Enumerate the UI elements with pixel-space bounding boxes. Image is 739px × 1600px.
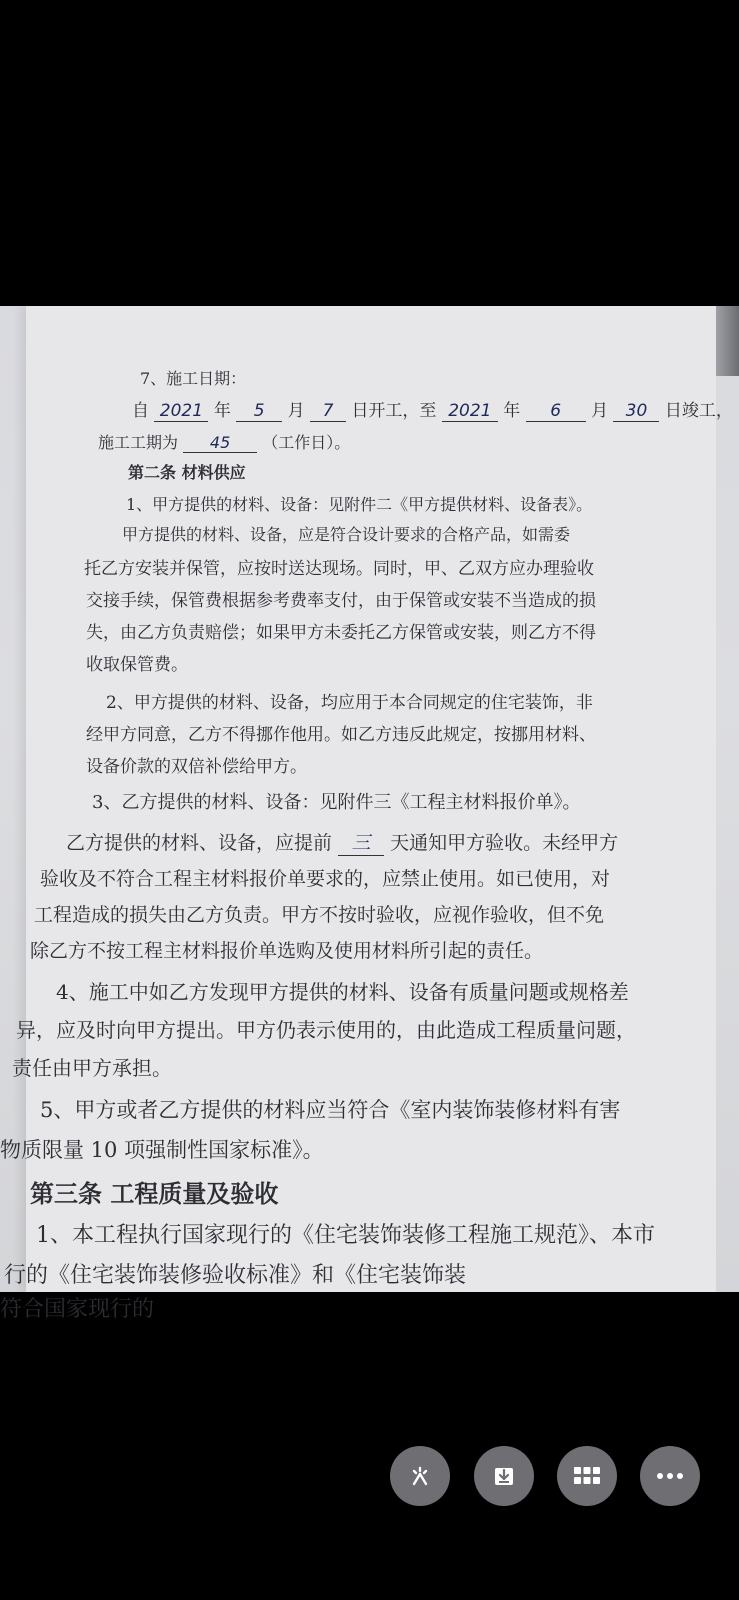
p2-line-1: 2、甲方提供的材料、设备，均应用于本合同规定的住宅装饰，非 xyxy=(106,693,593,713)
section-2-title: 第二条 材料供应 xyxy=(128,463,246,482)
p2-line-3: 设备价款的双倍补偿给甲方。 xyxy=(86,757,307,777)
download-icon xyxy=(490,1462,518,1490)
text-end: 日竣工， xyxy=(664,401,733,421)
section-3-title: 第三条 工程质量及验收 xyxy=(30,1180,279,1208)
p1-line-4: 交接手续，保管费根据参考费率支付，由于保管或安装不当造成的损 xyxy=(86,591,596,611)
p1-line-2: 甲方提供的材料、设备，应是符合设计要求的合格产品，如需委 xyxy=(122,525,571,544)
duration-line xyxy=(98,430,350,453)
p1-line-6: 收取保管费。 xyxy=(86,655,188,675)
p1-line-3: 托乙方安装并保管，应按时送达现场。同时，甲、乙双方应办理验收 xyxy=(84,559,594,579)
p4-line-1: 4、施工中如乙方发现甲方提供的材料、设备有质量问题或规格差 xyxy=(56,980,629,1004)
grid-icon xyxy=(572,1464,602,1488)
text-year: 年 xyxy=(213,401,231,421)
p6-line-2: 行的《住宅装饰装修验收标准》和《住宅装饰装 xyxy=(4,1263,467,1288)
start-month: 5 xyxy=(236,401,282,422)
p3-line-4: 工程造成的损失由乙方负责。甲方不按时验收，应视作验收，但不免 xyxy=(34,904,605,926)
effects-button[interactable] xyxy=(390,1446,450,1506)
text-year-2: 年 xyxy=(503,401,521,421)
text-notify-party-a: 天通知甲方验收。未经甲方 xyxy=(390,832,619,854)
grid-button[interactable] xyxy=(557,1446,617,1506)
p5-line-1: 5、甲方或者乙方提供的材料应当符合《室内装饰装修材料有害 xyxy=(40,1098,621,1122)
end-year: 2021 xyxy=(442,401,498,422)
p4-line-3: 责任由甲方承担。 xyxy=(12,1056,172,1080)
text-advance-notice: 乙方提供的材料、设备，应提前 xyxy=(66,832,333,854)
p3-line-1: 3、乙方提供的材料、设备：见附件三《工程主材料报价单》。 xyxy=(92,792,581,813)
contract-page xyxy=(0,306,733,1322)
notice-days: 三 xyxy=(338,828,384,856)
p1-line-1: 1、甲方提供的材料、设备：见附件二《甲方提供材料、设备表》。 xyxy=(126,495,593,514)
text-duration: 施工工期为 xyxy=(98,433,179,452)
item-7-label: 7、施工日期： xyxy=(140,369,247,388)
sparkle-icon xyxy=(406,1462,434,1490)
text-working-days: （工作日）。 xyxy=(262,433,351,452)
p3-line-5: 除乙方不按工程主材料报价单选购及使用材料所引起的责任。 xyxy=(30,940,544,962)
start-year: 2021 xyxy=(154,401,208,422)
construction-dates-line xyxy=(132,396,733,422)
p3-line-2 xyxy=(66,828,618,856)
p6-line-3: 符合国家现行的 xyxy=(0,1297,155,1322)
start-day: 7 xyxy=(310,401,346,422)
p2-line-2: 经甲方同意，乙方不得挪作他用。如乙方违反此规定，按挪用材料、 xyxy=(86,725,596,745)
more-icon xyxy=(655,1471,685,1481)
p4-line-2: 异，应及时向甲方提出。甲方仍表示使用的，由此造成工程质量问题， xyxy=(16,1018,636,1042)
more-button[interactable] xyxy=(640,1446,700,1506)
p3-line-3: 验收及不符合工程主材料报价单要求的，应禁止使用。如已使用，对 xyxy=(40,868,611,890)
text-month-2: 月 xyxy=(591,401,609,421)
end-month: 6 xyxy=(526,401,586,422)
image-viewer-toolbar xyxy=(0,1446,739,1506)
document-photo xyxy=(0,306,739,1322)
p1-line-5: 失，由乙方负责赔偿；如果甲方未委托乙方保管或安装，则乙方不得 xyxy=(86,623,596,643)
p6-line-1: 1、本工程执行国家现行的《住宅装饰装修工程施工规范》、本市 xyxy=(36,1223,655,1248)
text-from: 自 xyxy=(132,401,149,421)
text-month: 月 xyxy=(287,401,305,421)
p5-line-2: 物质限量 10 项强制性国家标准》。 xyxy=(0,1138,324,1162)
download-button[interactable] xyxy=(474,1446,534,1506)
duration-days: 45 xyxy=(183,433,257,453)
text-start: 日开工，至 xyxy=(351,401,437,421)
end-day: 30 xyxy=(613,401,659,422)
